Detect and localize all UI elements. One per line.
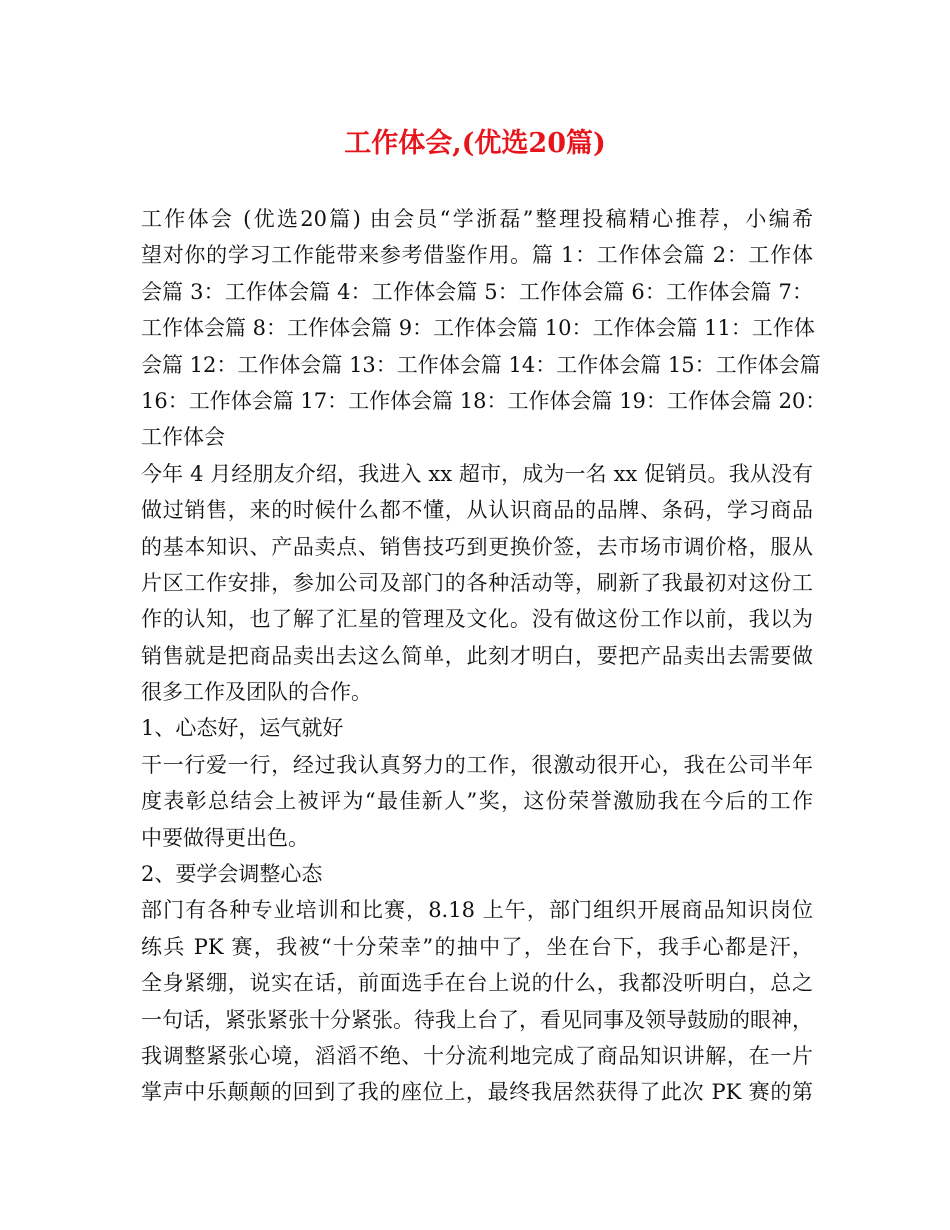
- text-line: 望对你的学习工作能带来参考借鉴作用。篇 1：工作体会篇 2：工作体: [141, 243, 813, 268]
- text-line: 销售就是把商品卖出去这么简单，此刻才明白，要把产品卖出去需要做: [141, 643, 813, 668]
- text-line: 我调整紧张心境，滔滔不绝、十分流利地完成了商品知识讲解，在一片: [141, 1043, 813, 1068]
- text-line: 工作体会: [141, 425, 225, 450]
- intro-paragraph: [141, 201, 827, 456]
- text-line: 片区工作安排，参加公司及部门的各种活动等，刷新了我最初对这份工: [141, 570, 813, 595]
- text-line: 中要做得更出色。: [141, 825, 309, 850]
- section-heading-2: 2、要学会调整心态: [141, 862, 323, 887]
- paragraph-2: [141, 747, 813, 856]
- text-line: 工作体会篇 8：工作体会篇 9：工作体会篇 10：工作体会篇 11：工作体: [141, 316, 815, 341]
- text-line: 做过销售，来的时候什么都不懂，从认识商品的品牌、条码，学习商品: [141, 498, 813, 523]
- section-heading-1: 1、心态好，运气就好: [141, 716, 344, 741]
- text-line: 很多工作及团队的合作。: [141, 680, 372, 705]
- text-line: 16：工作体会篇 17：工作体会篇 18：工作体会篇 19：工作体会篇 20：: [141, 388, 827, 413]
- text-line: 度表彰总结会上被评为“最佳新人”奖，这份荣誉激励我在今后的工作: [141, 789, 813, 814]
- text-line: 会篇 12：工作体会篇 13：工作体会篇 14：工作体会篇 15：工作体会篇: [141, 352, 821, 377]
- text-line: 一句话，紧张紧张十分紧张。待我上台了，看见同事及领导鼓励的眼神，: [141, 1007, 813, 1032]
- text-line: 作的认知，也了解了汇星的管理及文化。没有做这份工作以前，我以为: [141, 607, 813, 632]
- text-line: 练兵 PK 赛，我被“十分荣幸”的抽中了，坐在台下，我手心都是汗，: [141, 934, 813, 959]
- document-body: [141, 201, 827, 1111]
- paragraph-1: [141, 456, 813, 711]
- paragraph-3: [141, 892, 813, 1110]
- text-line: 今年 4 月经朋友介绍，我进入 xx 超市，成为一名 xx 促销员。我从没有: [141, 461, 813, 486]
- text-line: 会篇 3：工作体会篇 4：工作体会篇 5：工作体会篇 6：工作体会篇 7：: [141, 279, 813, 304]
- document-title: 工作体会,(优选20篇): [344, 128, 606, 159]
- text-line: 的基本知识、产品卖点、销售技巧到更换价签，去市场市调价格，服从: [141, 534, 813, 559]
- text-line: 全身紧绷，说实在话，前面选手在台上说的什么，我都没听明白，总之: [141, 971, 813, 996]
- text-line: 掌声中乐颠颠的回到了我的座位上，最终我居然获得了此次 PK 赛的第: [141, 1080, 813, 1105]
- text-line: 部门有各种专业培训和比赛，8.18 上午，部门组织开展商品知识岗位: [141, 898, 813, 923]
- text-line: 干一行爱一行，经过我认真努力的工作，很激动很开心，我在公司半年: [141, 752, 813, 777]
- text-line: 工作体会 (优选20篇) 由会员“学浙磊”整理投稿精心推荐，小编希: [141, 207, 813, 231]
